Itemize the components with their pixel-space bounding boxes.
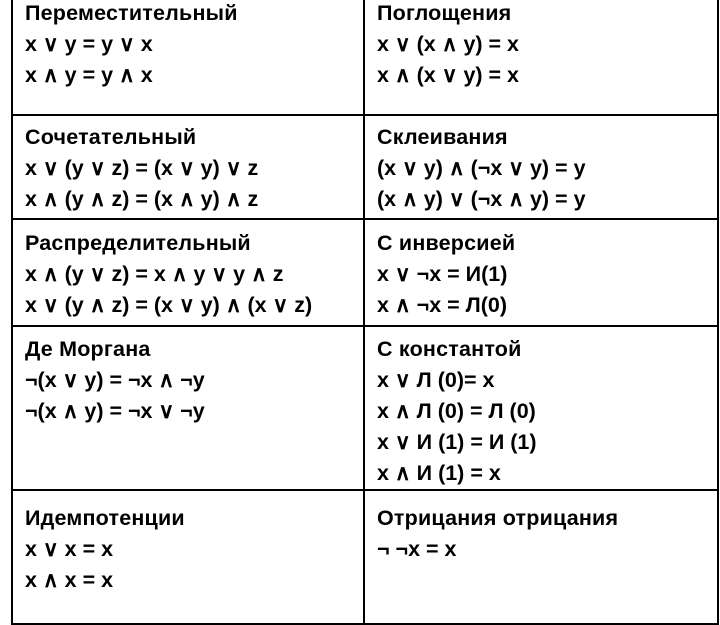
law-formula: x ∨ И (1) = И (1) <box>377 430 537 454</box>
law-cell-gluing <box>364 115 718 219</box>
law-formula: ¬(x ∨ y) = ¬x ∧ ¬y <box>25 368 205 392</box>
law-title: Склеивания <box>377 125 508 149</box>
law-cell-double-negation <box>364 490 718 624</box>
law-formula: x ∧ (x ∨ y) = x <box>377 63 520 87</box>
law-cell-distributive <box>12 219 364 326</box>
table-row <box>12 326 718 490</box>
law-title: С инверсией <box>377 231 516 255</box>
law-formula: ¬(x ∧ y) = ¬x ∨ ¬y <box>25 399 205 423</box>
law-title: Поглощения <box>377 1 512 25</box>
law-title: Распределительный <box>25 231 251 255</box>
law-cell-associative <box>12 115 364 219</box>
law-title: Идемпотенции <box>25 506 185 530</box>
law-formula: x ∧ И (1) = x <box>377 461 501 485</box>
law-formula: (x ∨ y) ∧ (¬x ∨ y) = y <box>377 156 586 180</box>
law-formula: ¬ ¬x = x <box>377 537 457 561</box>
law-cell-absorption <box>364 0 718 115</box>
law-cell-idempotence <box>12 490 364 624</box>
law-formula: (x ∧ y) ∨ (¬x ∧ y) = y <box>377 187 586 211</box>
law-title: С константой <box>377 337 522 361</box>
law-cell-constant <box>364 326 718 490</box>
law-title: Отрицания отрицания <box>377 506 619 530</box>
law-cell-commutative <box>12 0 364 115</box>
boolean-laws-table <box>11 0 719 625</box>
law-title: Де Моргана <box>25 337 151 361</box>
law-formula: x ∧ (y ∧ z) = (x ∧ y) ∧ z <box>25 187 259 211</box>
law-title: Переместительный <box>25 1 238 25</box>
table-row <box>12 490 718 624</box>
table-row <box>12 0 718 115</box>
table-row <box>12 219 718 326</box>
law-formula: x ∨ (x ∧ y) = x <box>377 32 520 56</box>
law-cell-inversion <box>364 219 718 326</box>
law-formula: x ∨ y = y ∨ x <box>25 32 153 56</box>
table-row <box>12 115 718 219</box>
law-formula: x ∧ ¬x = Л(0) <box>377 293 508 317</box>
law-formula: x ∨ ¬x = И(1) <box>377 262 508 286</box>
law-formula: x ∧ (y ∨ z) = x ∧ y ∨ y ∧ z <box>25 262 284 286</box>
law-formula: x ∧ y = y ∧ x <box>25 63 153 87</box>
law-cell-de-morgan <box>12 326 364 490</box>
law-title: Сочетательный <box>25 125 197 149</box>
law-formula: x ∨ Л (0)= x <box>377 368 495 392</box>
law-formula: x ∧ x = x <box>25 568 114 592</box>
law-formula: x ∨ (y ∧ z) = (x ∨ y) ∧ (x ∨ z) <box>25 293 313 317</box>
law-formula: x ∨ x = x <box>25 537 114 561</box>
law-formula: x ∨ (y ∨ z) = (x ∨ y) ∨ z <box>25 156 259 180</box>
law-formula: x ∧ Л (0) = Л (0) <box>377 399 536 423</box>
